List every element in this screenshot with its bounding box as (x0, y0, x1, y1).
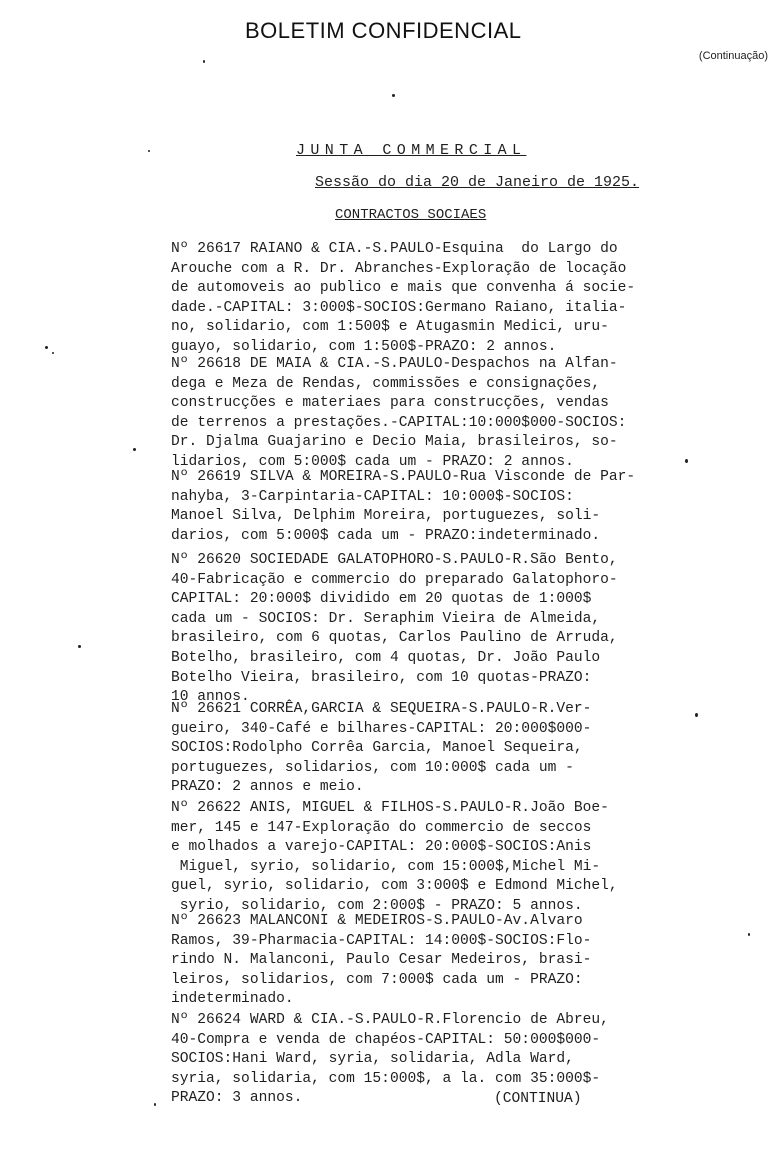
entry-line: nahyba, 3-Carpintaria-CAPITAL: 10:000$-SOCIOS: (171, 488, 574, 505)
scan-speck (748, 933, 750, 936)
scan-speck (392, 94, 395, 97)
continua-note: (CONTINUA) (494, 1091, 582, 1107)
entry-line: de terrenos a prestações.-CAPITAL:10:000$000-SOCIOS: (171, 414, 627, 431)
entry-line: 40-Fabricação e commercio do preparado Galatophoro- (171, 571, 618, 588)
document-title: BOLETIM CONFIDENCIAL (245, 18, 522, 43)
scan-speck (133, 448, 136, 451)
entry-line: Nº 26617 RAIANO & CIA.-S.PAULO-Esquina do Largo do (171, 241, 618, 257)
entry-line: leiros, solidarios, com 7:000$ cada um - PRAZO: (171, 971, 583, 988)
entry-line: Nº 26623 MALANCONI & MEDEIROS-S.PAULO-Av.Alvaro (171, 913, 583, 929)
entry-line: syria, solidaria, com 15:000$, a la. com 35:000$- (171, 1070, 601, 1087)
entry-line: mer, 145 e 147-Exploração do commercio de seccos (171, 819, 592, 836)
scan-speck (52, 352, 54, 354)
entry-line: Botelho Vieira, brasileiro, com 10 quotas-PRAZO: (171, 669, 592, 686)
entry-line: Ramos, 39-Pharmacia-CAPITAL: 14:000$-SOCIOS:Flo- (171, 932, 592, 949)
entry-line: CAPITAL: 20:000$ dividido em 20 quotas de 1:000$ (171, 591, 592, 608)
entry-line: Nº 26624 WARD & CIA.-S.PAULO-R.Florencio de Abreu, (171, 1012, 609, 1028)
entry-line: 40-Compra e venda de chapéos-CAPITAL: 50:000$000- (171, 1031, 601, 1048)
entry-line: Arouche com a R. Dr. Abranches-Exploração de locação (171, 260, 627, 277)
entry-line: no, solidario, com 1:500$ e Atugasmin Medici, uru- (171, 319, 609, 336)
entry-line: SOCIOS:Rodolpho Corrêa Garcia, Manoel Sequeira, (171, 740, 583, 757)
registry-entry (171, 240, 635, 358)
scan-speck (695, 713, 698, 717)
scan-speck (45, 346, 48, 349)
scan-speck (685, 459, 688, 463)
entry-line: brasileiro, com 6 quotas, Carlos Paulino de Arruda, (171, 630, 618, 647)
session-date: Sessão do dia 20 de Janeiro de 1925. (315, 174, 640, 191)
entry-line: e molhados a varejo-CAPITAL: 20:000$-SOCIOS:Anis (171, 839, 592, 856)
scan-speck (78, 645, 81, 648)
entry-line: de automoveis ao publico e mais que convenha á socie- (171, 280, 636, 297)
entry-line: guel, syrio, solidario, com 3:000$ e Edmond Michel, (171, 878, 618, 895)
entry-line: lidarios, com 5:000$ cada um - PRAZO: 2 annos. (171, 453, 574, 470)
entry-line: gueiro, 340-Café e bilhares-CAPITAL: 20:000$000- (171, 720, 592, 737)
entry-line: portuguezes, solidarios, com 10:000$ cada um - (171, 759, 574, 776)
entry-line: Dr. Djalma Guajarino e Decio Maia, brasileiros, so- (171, 434, 618, 451)
entry-line: dega e Meza de Rendas, commissões e consignações, (171, 375, 601, 392)
entry-line: syrio, solidario, com 2:000$ - PRAZO: 5 annos. (171, 897, 583, 914)
entry-line: dade.-CAPITAL: 3:000$-SOCIOS:Germano Raiano, italia- (171, 299, 627, 316)
entry-line: Botelho, brasileiro, com 4 quotas, Dr. João Paulo (171, 649, 601, 666)
entry-line: PRAZO: 2 annos e meio. (171, 779, 364, 796)
entry-line: guayo, solidario, com 1:500$-PRAZO: 2 annos. (171, 338, 557, 355)
entry-line: Miguel, syrio, solidario, com 15:000$,Michel Mi- (171, 858, 601, 875)
registry-entry (171, 912, 591, 1010)
registry-entry (171, 551, 618, 708)
entry-line: 10 annos. (171, 689, 250, 706)
scan-speck (154, 1103, 156, 1106)
registry-entry (171, 468, 635, 546)
section-title: JUNTA COMMERCIAL (296, 142, 527, 159)
entry-line: Nº 26621 CORRÊA,GARCIA & SEQUEIRA-S.PAULO-R.Ver- (171, 701, 592, 717)
entry-line: Nº 26620 SOCIEDADE GALATOPHORO-S.PAULO-R.São Bento, (171, 552, 618, 568)
entry-line: Nº 26618 DE MAIA & CIA.-S.PAULO-Despachos na Alfan- (171, 356, 618, 372)
continuation-note: (Continuação) (698, 50, 768, 62)
entry-line: SOCIOS:Hani Ward, syria, solidaria, Adla Ward, (171, 1051, 574, 1068)
entry-line: Manoel Silva, Delphim Moreira, portuguezes, soli- (171, 508, 601, 525)
subsection-title: CONTRACTOS SOCIAES (335, 207, 487, 223)
entry-line: Nº 26622 ANIS, MIGUEL & FILHOS-S.PAULO-R.João Boe- (171, 800, 609, 816)
entry-line: cada um - SOCIOS: Dr. Seraphim Vieira de Almeida, (171, 610, 601, 627)
entry-line: rindo N. Malanconi, Paulo Cesar Medeiros, brasi- (171, 952, 592, 969)
registry-entry (171, 700, 591, 798)
entry-line: darios, com 5:000$ cada um - PRAZO:indeterminado. (171, 527, 601, 544)
registry-entry (171, 799, 618, 917)
entry-line: Nº 26619 SILVA & MOREIRA-S.PAULO-Rua Visconde de Par- (171, 469, 636, 485)
scan-speck (148, 150, 150, 152)
scan-speck (203, 60, 205, 63)
entry-line: indeterminado. (171, 991, 294, 1008)
entry-line: construcções e materiaes para construcções, vendas (171, 395, 609, 412)
entry-line: PRAZO: 3 annos. (171, 1090, 303, 1107)
registry-entry (171, 355, 626, 473)
